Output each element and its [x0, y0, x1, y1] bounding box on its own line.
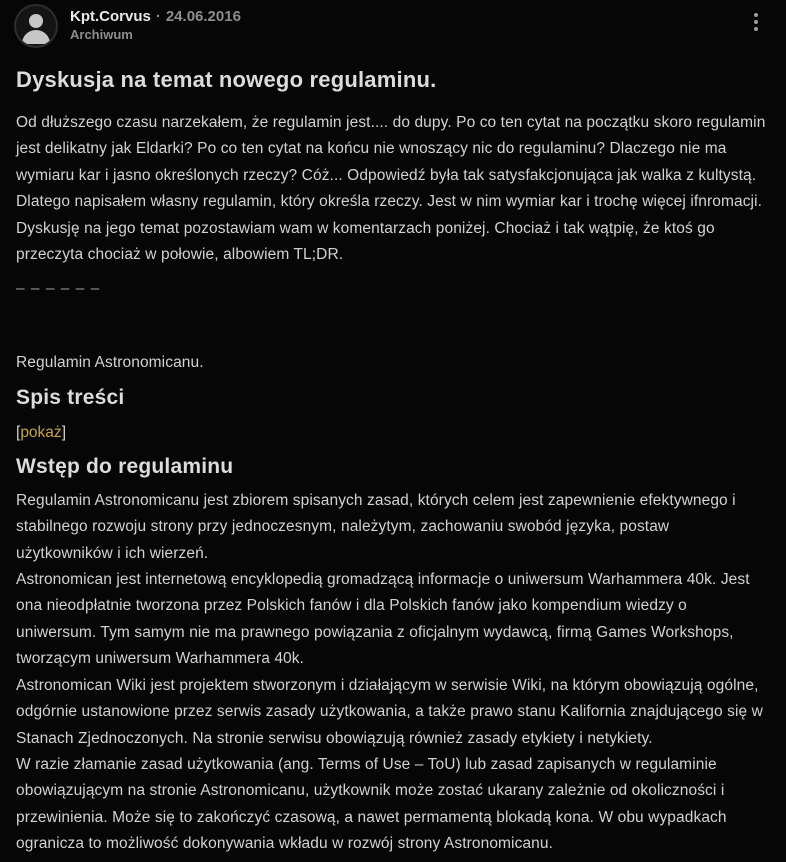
toc-heading: Spis treści — [16, 385, 125, 409]
post-intro-paragraph: Od dłuższego czasu narzekałem, że regulamin jest.... do dupy. Po co ten cytat na początku skoro regulamin jest delikatny jak Eldarki? Po co ten cytat na końcu nie wnoszący nic do regulaminu? Dlaczego nie ma wymiaru kar i jasno określonych rzeczy? Cóż... Odpowiedź była tak satysfakcjonująca jak walka z kultystą. Dlatego napisałem własny regulamin, który określa rzeczy. Jest w nim wymiar kar i trochę więcej ifnromacji. Dyskusję na jego temat pozostawiam wam w komentarzach poniżej. Chociaż i tak wątpię, że ktoś go przeczyta chociaż w połowie, albowiem TL;DR. — [16, 114, 766, 264]
kebab-menu-icon — [754, 13, 758, 17]
divider-dashes: – – – – – – — [16, 280, 101, 298]
avatar[interactable] — [16, 6, 56, 46]
meta-top — [70, 7, 241, 26]
document-title: Regulamin Astronomicanu. — [16, 354, 204, 372]
section-heading: Wstęp do regulaminu — [16, 454, 234, 478]
post-title: Dyskusja na temat nowego regulaminu. — [16, 67, 437, 92]
post-date: 24.06.2016 — [165, 8, 241, 25]
bracket-open: [ — [16, 423, 21, 441]
category-label[interactable]: Archiwum — [70, 27, 133, 42]
content-paragraph: Astronomican jest internetową encyklopedią gromadzącą informacje o uniwersum Warhammera 40k. Jest ona nieodpłatnie tworzona przez Polskich fanów i dla Polskich fanów jako kompendium wiedzy o uniwersum. Tym samym nie ma prawnego powiązania z oficjalnym wydawcą, firmą Games Workshops, tworzącym uniwersum Warhammera 40k. — [16, 571, 750, 668]
meta-separator: · — [155, 8, 161, 25]
bracket-close: ] — [61, 423, 66, 441]
user-icon — [16, 6, 56, 46]
more-options-button[interactable] — [744, 10, 768, 38]
toc-toggle — [16, 420, 770, 446]
content-paragraph: Astronomican Wiki jest projektem stworzonym i działającym w serwisie Wiki, na którym obowiązują ogólne, odgórnie ustanowione przez serwis zasady użytkowania, a także prawo stanu Kalifornia znajdującego się w Stanach Zjednoczonych. Na stronie serwisu obowiązują również zasady etykiety i netykiety. — [16, 676, 763, 747]
header-meta — [70, 6, 241, 43]
username[interactable]: Kpt.Corvus — [70, 8, 151, 25]
post-header — [16, 4, 770, 46]
content-paragraph: W razie złamanie zasad użytkowania (ang. Terms of Use – ToU) lub zasad zapisanych w regulaminie obowiązującym na stronie Astronomicanu, użytkownik może zostać ukarany zależnie od okoliczności i przewinienia. Może się to zakończyć czasową, a nawet permamentą blokadą kona. W obu wypadkach ogranicza to możliwość dokonywania wkładu w rozwój strony Astronomicanu. — [16, 755, 727, 853]
toc-show-link[interactable]: pokaż — [20, 423, 62, 441]
content-paragraph: Regulamin Astronomicanu jest zbiorem spisanych zasad, których celem jest zapewnienie efektywnego i stabilnego rozwoju strony przy jednoczesnym, należytym, zachowaniu swobód języka, postaw użytkowników i ich wierzeń. — [16, 491, 736, 562]
